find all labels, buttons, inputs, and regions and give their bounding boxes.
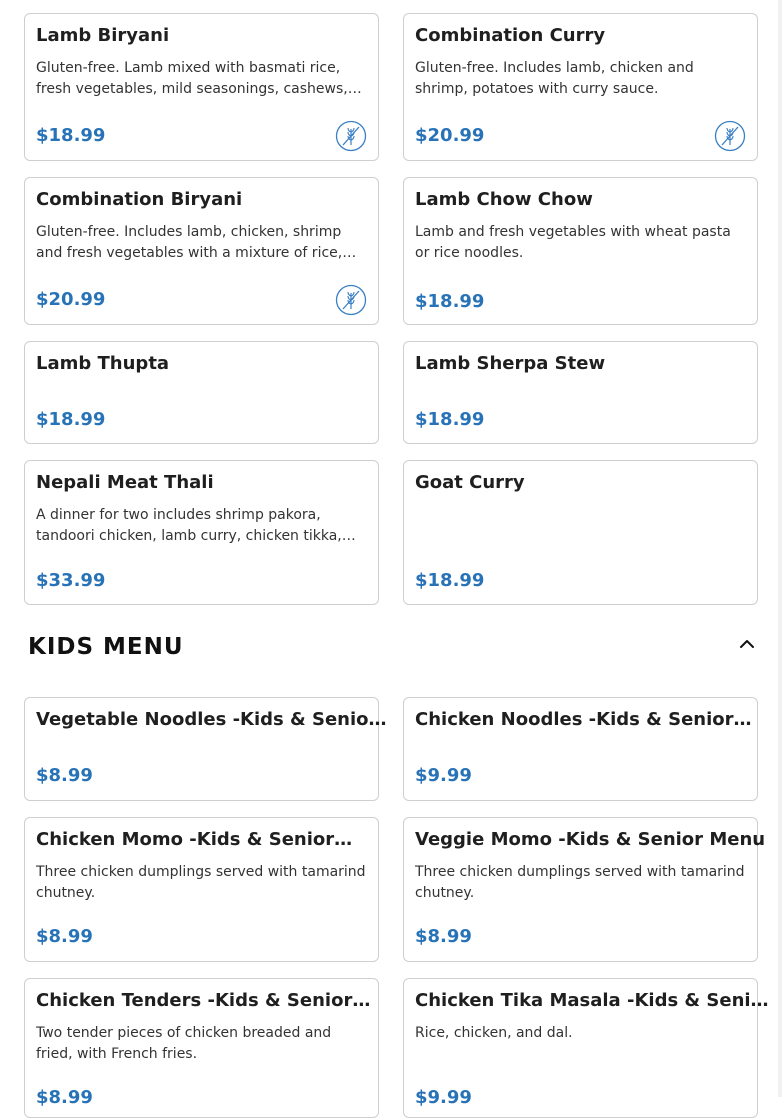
menu-item-price: $9.99: [415, 1087, 472, 1108]
section-title: KIDS MENU: [28, 634, 184, 660]
menu-item-card[interactable]: [403, 978, 769, 1118]
menu-item-description: Rice, chicken, and dal.: [415, 1025, 573, 1041]
menu-item-description: Gluten-free. Includes lamb, chicken, shrimp and fresh vegetables with a mixture of rice,…: [36, 224, 357, 261]
gluten-free-icon: [335, 284, 367, 316]
menu-item-name: Combination Curry: [415, 25, 606, 46]
menu-item-name: Lamb Chow Chow: [415, 189, 593, 210]
menu-item-card[interactable]: [403, 13, 758, 161]
menu-item-card[interactable]: [24, 817, 379, 962]
menu-item-card[interactable]: [403, 817, 766, 962]
menu-item-price: $33.99: [36, 570, 106, 591]
menu-item-price: $18.99: [36, 409, 106, 430]
menu-item-name: Chicken Momo -Kids & Senior…: [36, 829, 353, 850]
menu-item-price: $8.99: [415, 926, 472, 947]
menu-item-price: $18.99: [415, 570, 485, 591]
menu-item-description: Three chicken dumplings served with tamarind chutney.: [36, 864, 366, 901]
menu-item-price: $8.99: [36, 926, 93, 947]
menu-item-card[interactable]: [24, 13, 379, 161]
menu-item-name: Veggie Momo -Kids & Senior Menu: [415, 829, 766, 850]
menu-grid-kids: [24, 697, 769, 1118]
gluten-free-icon: [714, 120, 746, 152]
menu-item-description: Lamb and fresh vegetables with wheat pasta or rice noodles.: [415, 224, 731, 261]
gluten-free-icon: [335, 120, 367, 152]
menu-item-card[interactable]: [403, 697, 758, 801]
menu-item-description: Gluten-free. Includes lamb, chicken and shrimp, potatoes with curry sauce.: [415, 60, 694, 97]
menu-item-name: Nepali Meat Thali: [36, 472, 214, 493]
menu-item-card[interactable]: [24, 697, 387, 801]
menu-item-name: Chicken Tenders -Kids & Senior…: [36, 990, 371, 1011]
menu-item-price: $18.99: [415, 409, 485, 430]
menu-item-name: Goat Curry: [415, 472, 525, 493]
menu-grid-main: [24, 13, 758, 605]
menu-item-description: A dinner for two includes shrimp pakora, tandoori chicken, lamb curry, chicken tikka,…: [36, 507, 356, 544]
menu-item-card[interactable]: [403, 177, 758, 325]
chevron-up-icon[interactable]: [736, 634, 758, 656]
menu-item-price: $8.99: [36, 1087, 93, 1108]
menu-item-description: Two tender pieces of chicken breaded and fried, with French fries.: [36, 1025, 332, 1062]
menu-item-card[interactable]: [403, 460, 758, 605]
menu-item-price: $9.99: [415, 765, 472, 786]
menu-item-description: Gluten-free. Lamb mixed with basmati rice, fresh vegetables, mild seasonings, cashews,…: [36, 60, 362, 97]
menu-item-price: $20.99: [415, 125, 485, 146]
menu-item-name: Chicken Tika Masala -Kids & Seni…: [415, 990, 769, 1011]
menu-item-price: $20.99: [36, 289, 106, 310]
menu-item-name: Chicken Noodles -Kids & Senior…: [415, 709, 752, 730]
menu-item-card[interactable]: [24, 978, 379, 1118]
menu-item-name: Lamb Thupta: [36, 353, 170, 374]
scrollbar[interactable]: [778, 0, 782, 1097]
menu-item-name: Combination Biryani: [36, 189, 243, 210]
menu-item-card[interactable]: [403, 341, 758, 444]
menu-item-name: Lamb Sherpa Stew: [415, 353, 606, 374]
menu-item-card[interactable]: [24, 341, 379, 444]
menu-item-name: Vegetable Noodles -Kids & Senio…: [36, 709, 387, 730]
menu-item-card[interactable]: [24, 460, 379, 605]
menu-item-price: $8.99: [36, 765, 93, 786]
menu-item-price: $18.99: [36, 125, 106, 146]
menu-item-name: Lamb Biryani: [36, 25, 170, 46]
menu-item-price: $18.99: [415, 291, 485, 312]
kids-menu-header[interactable]: [28, 632, 758, 662]
menu-item-description: Three chicken dumplings served with tamarind chutney.: [415, 864, 745, 901]
menu-item-card[interactable]: [24, 177, 379, 325]
